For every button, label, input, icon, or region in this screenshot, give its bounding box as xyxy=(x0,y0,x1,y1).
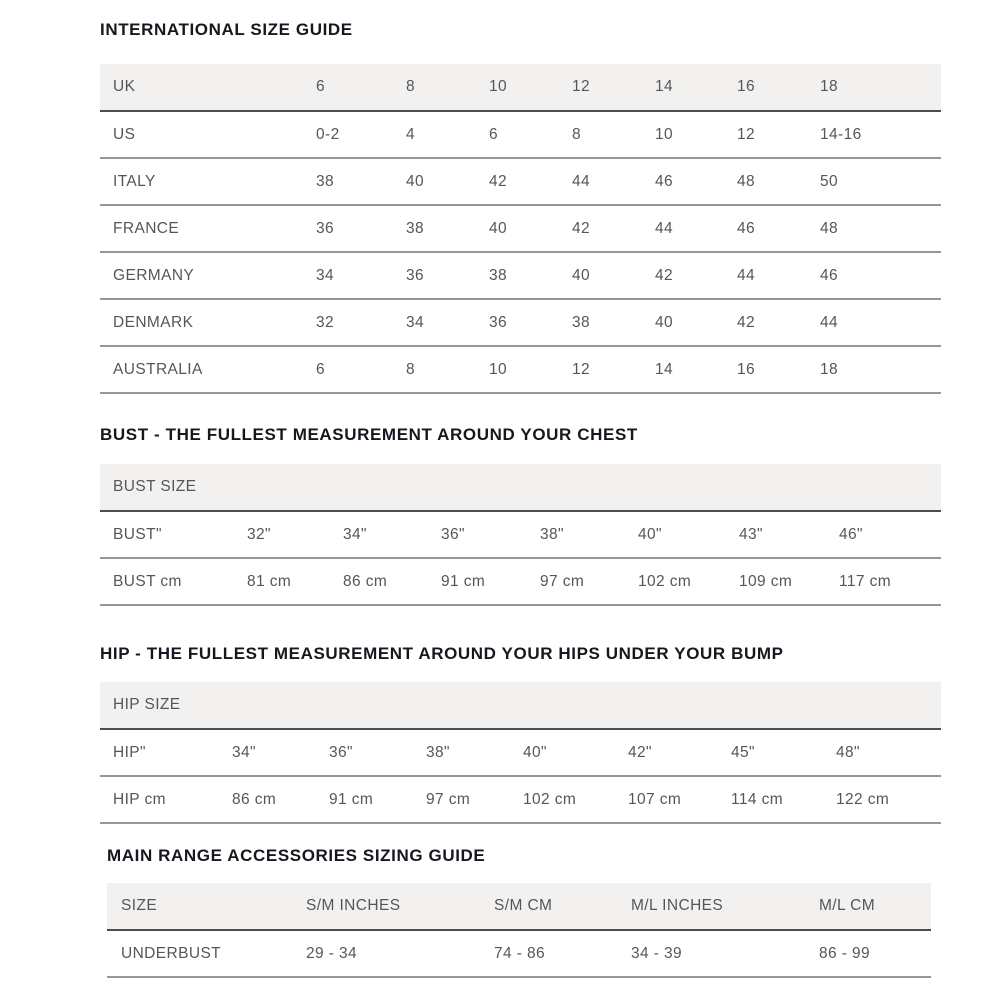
column-header: M/L INCHES xyxy=(631,883,819,930)
size-value: 12 xyxy=(737,111,820,158)
table-row xyxy=(100,64,941,111)
table-header-row xyxy=(100,464,941,511)
size-value: 40 xyxy=(655,299,737,346)
size-value: 32" xyxy=(247,511,343,558)
size-value: 42" xyxy=(628,729,731,776)
bust-size-header-cell: BUST SIZE xyxy=(100,464,941,511)
size-value: 74 - 86 xyxy=(494,930,631,977)
row-label: FRANCE xyxy=(100,205,316,252)
column-header: M/L CM xyxy=(819,883,931,930)
bust-section-title: BUST - THE FULLEST MEASUREMENT AROUND YOUR CHEST xyxy=(100,425,638,444)
row-label: ITALY xyxy=(100,158,316,205)
accessories-section-title: MAIN RANGE ACCESSORIES SIZING GUIDE xyxy=(107,846,486,865)
accessories-sizing-section xyxy=(107,846,1000,978)
size-value: 34 xyxy=(316,252,406,299)
column-header: SIZE xyxy=(107,883,306,930)
size-value: 14-16 xyxy=(820,111,941,158)
size-value: 6 xyxy=(316,346,406,393)
size-value: 81 cm xyxy=(247,558,343,605)
row-label: UK xyxy=(100,64,316,111)
row-label: BUST" xyxy=(100,511,247,558)
bust-size-table xyxy=(100,464,941,606)
size-value: 16 xyxy=(737,346,820,393)
row-label: US xyxy=(100,111,316,158)
size-value: 38 xyxy=(406,205,489,252)
row-label: GERMANY xyxy=(100,252,316,299)
size-value: 48 xyxy=(820,205,941,252)
size-value: 46" xyxy=(839,511,941,558)
table-row xyxy=(100,158,941,205)
table-row xyxy=(100,729,941,776)
size-value: 86 - 99 xyxy=(819,930,931,977)
size-value: 48 xyxy=(737,158,820,205)
row-label: UNDERBUST xyxy=(107,930,306,977)
table-row xyxy=(100,252,941,299)
size-value: 38 xyxy=(489,252,572,299)
size-value: 43" xyxy=(739,511,839,558)
size-value: 122 cm xyxy=(836,776,941,823)
table-row xyxy=(100,111,941,158)
size-value: 29 - 34 xyxy=(306,930,494,977)
column-header: S/M INCHES xyxy=(306,883,494,930)
table-row xyxy=(107,930,931,977)
size-value: 38" xyxy=(426,729,523,776)
size-value: 38 xyxy=(316,158,406,205)
size-value: 97 cm xyxy=(426,776,523,823)
size-value: 12 xyxy=(572,346,655,393)
table-header-row xyxy=(107,883,931,930)
size-value: 44 xyxy=(820,299,941,346)
size-value: 40" xyxy=(638,511,739,558)
size-value: 10 xyxy=(655,111,737,158)
accessories-size-table xyxy=(107,883,931,978)
row-label: DENMARK xyxy=(100,299,316,346)
international-size-guide-section xyxy=(100,20,1000,394)
size-value: 86 cm xyxy=(343,558,441,605)
size-value: 36" xyxy=(329,729,426,776)
table-row xyxy=(100,776,941,823)
size-value: 16 xyxy=(737,64,820,111)
size-value: 36 xyxy=(316,205,406,252)
size-value: 34" xyxy=(343,511,441,558)
size-value: 48" xyxy=(836,729,941,776)
size-value: 42 xyxy=(489,158,572,205)
size-value: 40 xyxy=(572,252,655,299)
row-label: HIP" xyxy=(100,729,232,776)
hip-size-table xyxy=(100,682,941,824)
size-value: 42 xyxy=(655,252,737,299)
size-value: 34 - 39 xyxy=(631,930,819,977)
table-row xyxy=(100,299,941,346)
size-value: 109 cm xyxy=(739,558,839,605)
size-value: 40" xyxy=(523,729,628,776)
size-value: 91 cm xyxy=(329,776,426,823)
size-value: 86 cm xyxy=(232,776,329,823)
table-row xyxy=(100,558,941,605)
size-value: 14 xyxy=(655,64,737,111)
row-label: AUSTRALIA xyxy=(100,346,316,393)
size-value: 40 xyxy=(489,205,572,252)
size-value: 44 xyxy=(737,252,820,299)
bust-measurement-section xyxy=(100,425,1000,606)
size-value: 18 xyxy=(820,346,941,393)
size-value: 117 cm xyxy=(839,558,941,605)
size-value: 46 xyxy=(737,205,820,252)
size-value: 36 xyxy=(406,252,489,299)
size-value: 36 xyxy=(489,299,572,346)
size-value: 8 xyxy=(406,64,489,111)
size-value: 42 xyxy=(737,299,820,346)
size-value: 102 cm xyxy=(523,776,628,823)
size-value: 44 xyxy=(572,158,655,205)
size-value: 102 cm xyxy=(638,558,739,605)
size-value: 34 xyxy=(406,299,489,346)
size-value: 8 xyxy=(572,111,655,158)
size-value: 38" xyxy=(540,511,638,558)
size-value: 40 xyxy=(406,158,489,205)
size-value: 10 xyxy=(489,64,572,111)
size-value: 45" xyxy=(731,729,836,776)
international-size-table xyxy=(100,64,941,394)
size-value: 32 xyxy=(316,299,406,346)
row-label: HIP cm xyxy=(100,776,232,823)
size-value: 10 xyxy=(489,346,572,393)
table-header-row xyxy=(100,682,941,729)
size-value: 50 xyxy=(820,158,941,205)
size-value: 4 xyxy=(406,111,489,158)
size-value: 44 xyxy=(655,205,737,252)
size-value: 36" xyxy=(441,511,540,558)
table-row xyxy=(100,346,941,393)
size-value: 42 xyxy=(572,205,655,252)
size-value: 6 xyxy=(316,64,406,111)
international-size-guide-title: INTERNATIONAL SIZE GUIDE xyxy=(100,20,353,39)
size-value: 34" xyxy=(232,729,329,776)
size-value: 18 xyxy=(820,64,941,111)
size-value: 6 xyxy=(489,111,572,158)
size-value: 107 cm xyxy=(628,776,731,823)
hip-size-header-cell: HIP SIZE xyxy=(100,682,941,729)
size-value: 97 cm xyxy=(540,558,638,605)
column-header: S/M CM xyxy=(494,883,631,930)
size-value: 12 xyxy=(572,64,655,111)
table-row xyxy=(100,511,941,558)
table-row xyxy=(100,205,941,252)
size-value: 0-2 xyxy=(316,111,406,158)
size-value: 14 xyxy=(655,346,737,393)
size-value: 46 xyxy=(655,158,737,205)
size-value: 8 xyxy=(406,346,489,393)
hip-section-title: HIP - THE FULLEST MEASUREMENT AROUND YOUR HIPS UNDER YOUR BUMP xyxy=(100,644,784,663)
row-label: BUST cm xyxy=(100,558,247,605)
size-value: 38 xyxy=(572,299,655,346)
size-value: 91 cm xyxy=(441,558,540,605)
size-value: 46 xyxy=(820,252,941,299)
hip-measurement-section xyxy=(100,644,1000,824)
size-value: 114 cm xyxy=(731,776,836,823)
